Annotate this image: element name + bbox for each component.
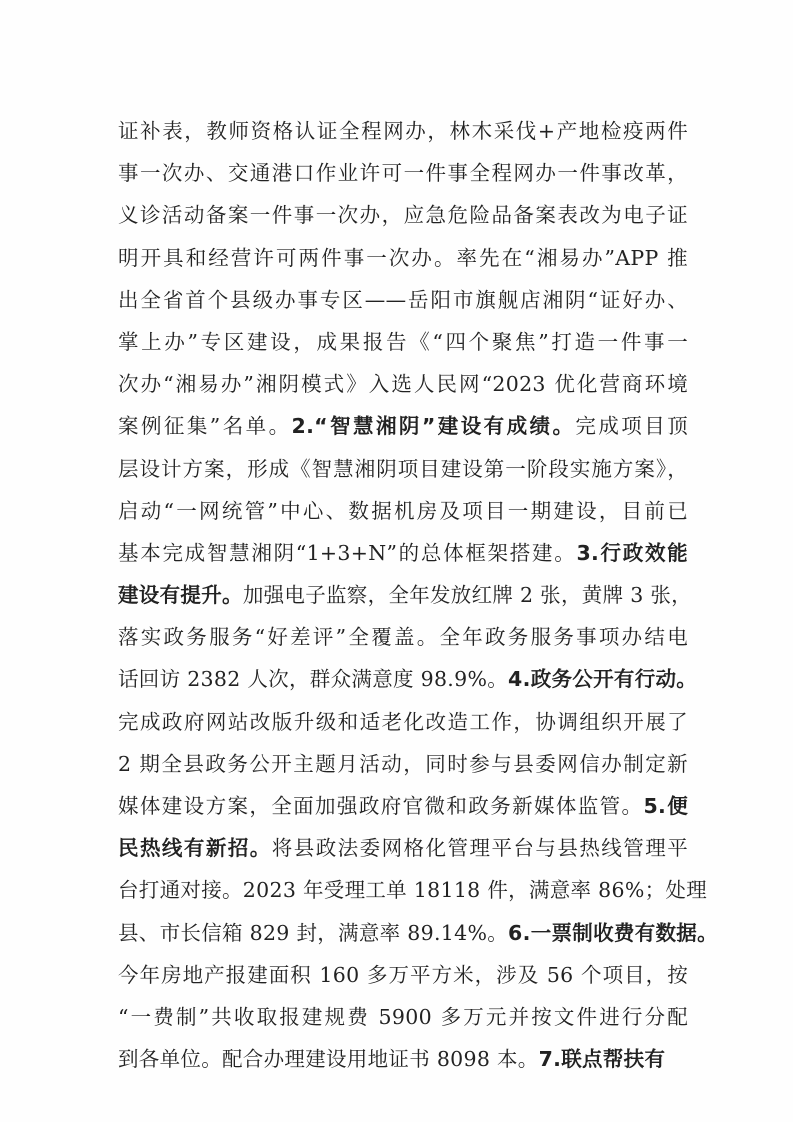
- text-line: [118, 701, 688, 743]
- text-segment: 加强电子监察，全年发放红牌 2 张，黄牌 3 张，: [242, 583, 692, 608]
- text-segment: 到各单位。配合办理建设用地证书 8098 本。: [118, 1047, 539, 1072]
- text-line: [118, 743, 688, 785]
- text-segment: 落实政务服务“好差评”全覆盖。全年政务服务事项办结电: [118, 625, 688, 650]
- text-segment: 台打通对接。2023 年受理工单 18118 件，满意率 86%；处理: [118, 878, 708, 903]
- text-segment: 出全省首个县级办事专区——岳阳市旗舰店湘阴“证好办、: [118, 287, 688, 312]
- text-line: [118, 912, 718, 954]
- text-segment: 媒体建设方案，全面加强政府官微和政务新媒体监管。: [118, 794, 644, 818]
- text-line: [118, 363, 688, 405]
- text-segment: 明开具和经营许可两件事一次办。率先在“湘易办”APP 推: [118, 245, 688, 270]
- bold-heading-segment: 5.便: [643, 794, 688, 818]
- text-line: [118, 448, 688, 490]
- text-line: [118, 827, 688, 869]
- text-line: [118, 658, 698, 700]
- text-line: [118, 532, 688, 574]
- text-segment: 义诊活动备案一件事一次办，应急危险品备案表改为电子证: [118, 203, 688, 228]
- bold-heading-segment: 6.一票制收费有数据。: [508, 920, 718, 945]
- text-line: [118, 490, 688, 532]
- text-line: [118, 194, 688, 236]
- bold-heading-segment: 3.行政效能: [576, 540, 688, 565]
- text-line: [118, 110, 688, 152]
- text-segment: 案例征集”名单。: [118, 414, 292, 439]
- text-line: [118, 1038, 688, 1080]
- text-line: [118, 616, 688, 658]
- text-segment: 掌上办”专区建设，成果报告《“四个聚焦”打造一件事一: [118, 329, 688, 354]
- text-segment: 县、市长信箱 829 封，满意率 89.14%。: [118, 920, 509, 945]
- text-line: [118, 279, 688, 321]
- bold-heading-segment: 7.联点帮扶有: [538, 1047, 666, 1072]
- text-segment: 事一次办、交通港口作业许可一件事全程网办一件事改革，: [118, 161, 688, 186]
- text-segment: 完成政府网站改版升级和适老化改造工作，协调组织开展了: [118, 709, 688, 734]
- text-line: [118, 785, 688, 827]
- text-line: [118, 321, 688, 363]
- bold-heading-segment: 建设有提升。: [118, 583, 243, 608]
- bold-heading-segment: 2.“智慧湘阴”建设有成绩。: [291, 414, 576, 439]
- text-line: [118, 574, 692, 616]
- text-segment: “一费制”共收取报建规费 5900 多万元并按文件进行分配: [118, 1004, 688, 1029]
- text-segment: 次办“湘易办”湘阴模式》入选人民网“2023 优化营商环境: [118, 372, 688, 397]
- text-segment: 基本完成智慧湘阴“1+3+N”的总体框架搭建。: [118, 540, 577, 565]
- text-line: [118, 237, 688, 279]
- text-segment: 将县政法委网格化管理平台与县热线管理平: [271, 836, 688, 861]
- text-segment: 层设计方案，形成《智慧湘阴项目建设第一阶段实施方案》，: [118, 456, 688, 481]
- bold-heading-segment: 4.政务公开有行动。: [508, 667, 698, 692]
- text-segment: 今年房地产报建面积 160 多万平方米，涉及 56 个项目，按: [118, 962, 688, 987]
- text-line: [118, 405, 688, 447]
- body-text: [118, 110, 718, 1080]
- text-segment: 2 期全县政务公开主题月活动，同时参与县委网信办制定新: [118, 751, 688, 776]
- text-segment: 启动“一网统管”中心、数据机房及项目一期建设，目前已: [118, 498, 688, 523]
- text-segment: 话回访 2382 人次，群众满意度 98.9%。: [118, 667, 509, 692]
- bold-heading-segment: 民热线有新招。: [118, 836, 272, 861]
- text-line: [118, 954, 688, 996]
- text-line: [118, 996, 688, 1038]
- text-line: [118, 152, 688, 194]
- text-segment: 证补表，教师资格认证全程网办，林木采伐+产地检疫两件: [118, 119, 688, 143]
- text-line: [118, 869, 708, 911]
- text-segment: 完成项目顶: [575, 414, 688, 439]
